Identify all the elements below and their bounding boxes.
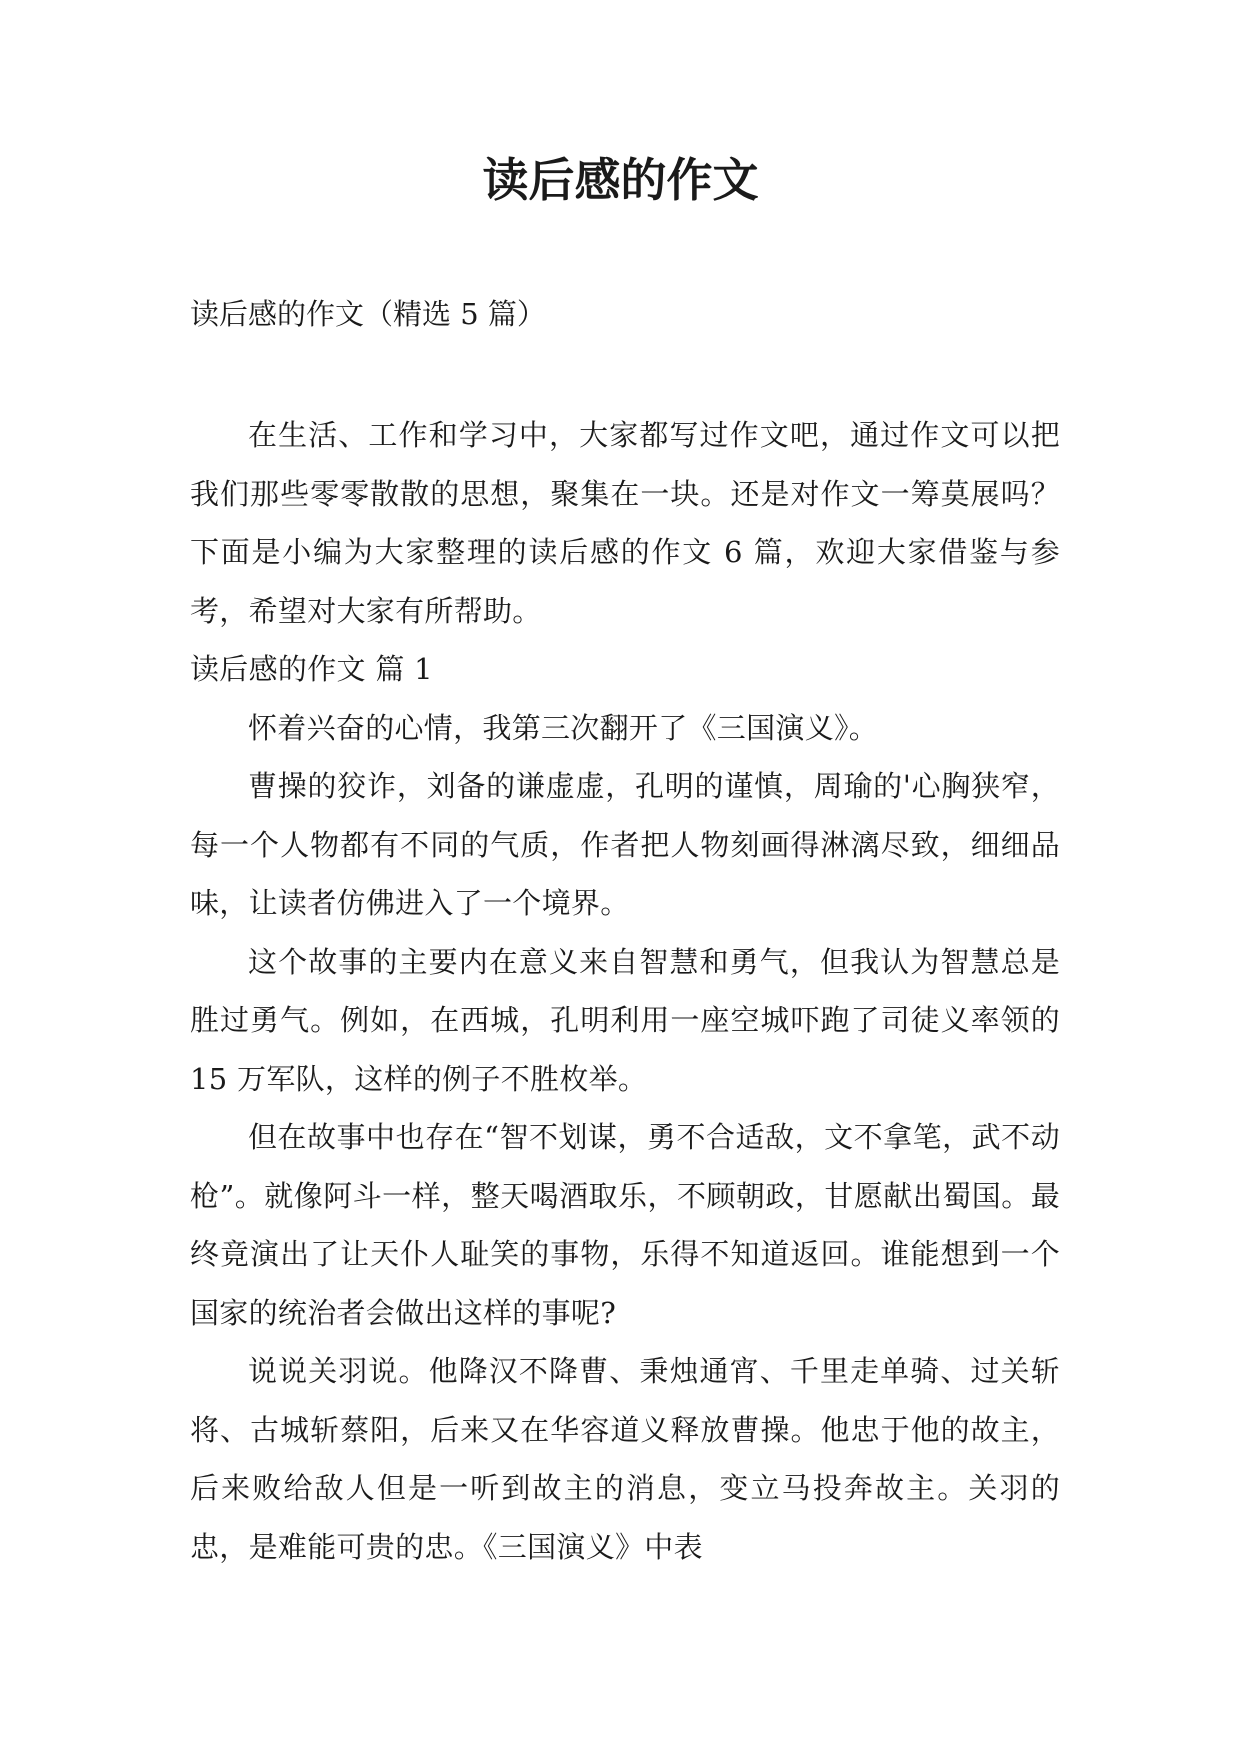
document-title: 读后感的作文 — [482, 153, 759, 207]
body-paragraph-4: 但在故事中也存在“智不划谋，勇不合适敌，文不拿笔，武不动枪”。就像阿斗一样，整天喝酒取乐，不顾朝政，甘愿献出蜀国。最终竟演出了让天仆人耻笑的事物，乐得不知道返回。谁能想到一个国家的统治者会做出这样的事呢? — [190, 1120, 1060, 1330]
document-body — [190, 406, 1060, 1576]
body-paragraph-1: 怀着兴奋的心情，我第三次翻开了《三国演义》。 — [248, 710, 879, 745]
document-subtitle: 读后感的作文（精选 5 篇） — [190, 297, 546, 331]
intro-paragraph: 在生活、工作和学习中，大家都写过作文吧，通过作文可以把我们那些零零散散的思想，聚集在一块。还是对作文一筹莫展吗？下面是小编为大家整理的读后感的作文 6 篇，欢迎大家借鉴与参考，希望对大家有所帮助。 — [190, 418, 1060, 628]
body-paragraph-3: 这个故事的主要内在意义来自智慧和勇气，但我认为智慧总是胜过勇气。例如，在西城，孔明利用一座空城吓跑了司徒义率领的 15 万军队，这样的例子不胜枚举。 — [190, 944, 1060, 1096]
body-paragraph-2: 曹操的狡诈，刘备的谦虚虚，孔明的谨慎，周瑜的'心胸狭窄，每一个人物都有不同的气质，作者把人物刻画得淋漓尽致，细细品味，让读者仿佛进入了一个境界。 — [190, 769, 1060, 920]
section-heading: 读后感的作文 篇 1 — [190, 652, 433, 686]
body-paragraph-5: 说说关羽说。他降汉不降曹、秉烛通宵、千里走单骑、过关斩将、古城斩蔡阳，后来又在华容道义释放曹操。他忠于他的故主，后来败给敌人但是一听到故主的消息，变立马投奔故主。关羽的忠，是难能可贵的忠。《三国演义》中表 — [190, 1354, 1060, 1564]
